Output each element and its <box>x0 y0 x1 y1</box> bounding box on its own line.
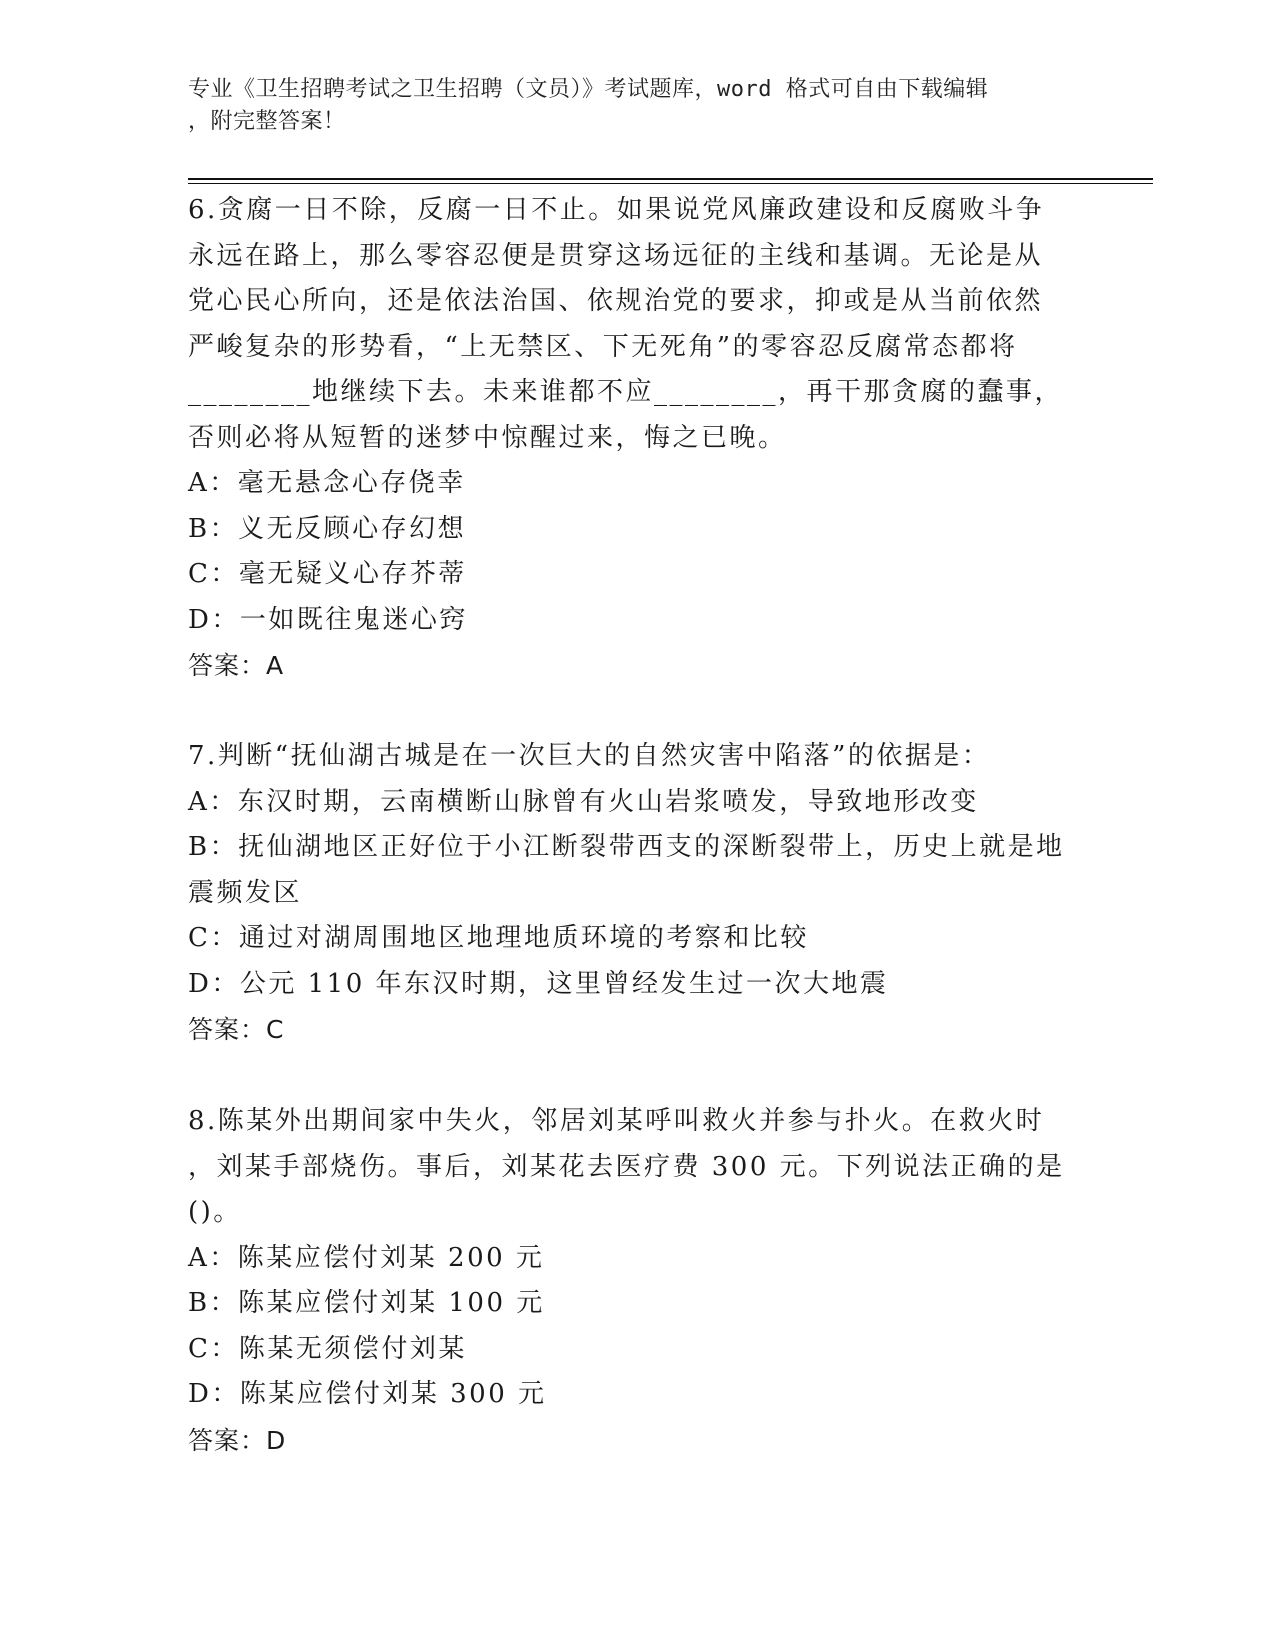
option-b: B：义无反顾心存幻想 <box>188 513 467 544</box>
option-d: D：公元 110 年东汉时期，这里曾经发生过一次大地震 <box>188 968 889 999</box>
option-c: C：毫无疑义心存芥蒂 <box>188 559 467 589</box>
question-8 <box>188 1099 1088 1463</box>
header-line: 专业《卫生招聘考试之卫生招聘（文员）》考试题库，word 格式可自由下载编辑 <box>188 77 989 102</box>
option-b-continued: 震频发区 <box>188 877 303 908</box>
answer-line: 答案：A <box>188 651 285 680</box>
option-b: B：抚仙湖地区正好位于小江断裂带西支的深断裂带上，历史上就是地 <box>188 832 1065 862</box>
question-stem-line: 6.贪腐一日不除，反腐一日不止。如果说党风廉政建设和反腐败斗争 <box>188 195 1045 225</box>
option-c: C：陈某无须偿付刘某 <box>188 1333 467 1364</box>
option-d: D：一如既往鬼迷心窍 <box>188 604 468 635</box>
question-stem-line: 永远在路上，那么零容忍便是贯穿这场远征的主线和基调。无论是从 <box>188 240 1044 271</box>
question-stem-line: ()。 <box>188 1197 242 1227</box>
question-stem-line: 党心民心所向，还是依法治国、依规治党的要求，抑或是从当前依然 <box>188 286 1044 316</box>
option-c: C：通过对湖周围地区地理地质环境的考察和比较 <box>188 923 809 953</box>
option-b: B：陈某应偿付刘某 100 元 <box>188 1288 545 1318</box>
question-stem-line: 8.陈某外出期间家中失火，邻居刘某呼叫救火并参与扑火。在救火时 <box>188 1106 1045 1136</box>
option-a: A：陈某应偿付刘某 200 元 <box>188 1242 545 1273</box>
option-a: A：毫无悬念心存侥幸 <box>188 468 466 498</box>
option-a: A：东汉时期，云南横断山脉曾有火山岩浆喷发，导致地形改变 <box>188 786 979 817</box>
question-stem-line: 否则必将从短暂的迷梦中惊醒过来，悔之已晚。 <box>188 422 787 453</box>
question-stem-line: 严峻复杂的形势看，“上无禁区、下无死角”的零容忍反腐常态都将 <box>188 331 1018 362</box>
question-stem-line: ________地继续下去。未来谁都不应________，再干那贪腐的蠢事， <box>188 377 1064 407</box>
header-line: ，附完整答案！ <box>188 109 346 134</box>
header-divider-thin <box>188 183 1153 184</box>
header-divider <box>188 178 1153 180</box>
document-header <box>188 74 1068 138</box>
question-7 <box>188 734 1088 1053</box>
question-stem-line: ，刘某手部烧伤。事后，刘某花去医疗费 300 元。下列说法正确的是 <box>188 1151 1065 1182</box>
option-d: D：陈某应偿付刘某 300 元 <box>188 1379 547 1409</box>
answer-line: 答案：D <box>188 1425 287 1455</box>
question-stem-line: 7.判断“抚仙湖古城是在一次巨大的自然灾害中陷落”的依据是： <box>188 741 991 771</box>
answer-line: 答案：C <box>188 1015 285 1044</box>
question-6 <box>188 188 1088 689</box>
